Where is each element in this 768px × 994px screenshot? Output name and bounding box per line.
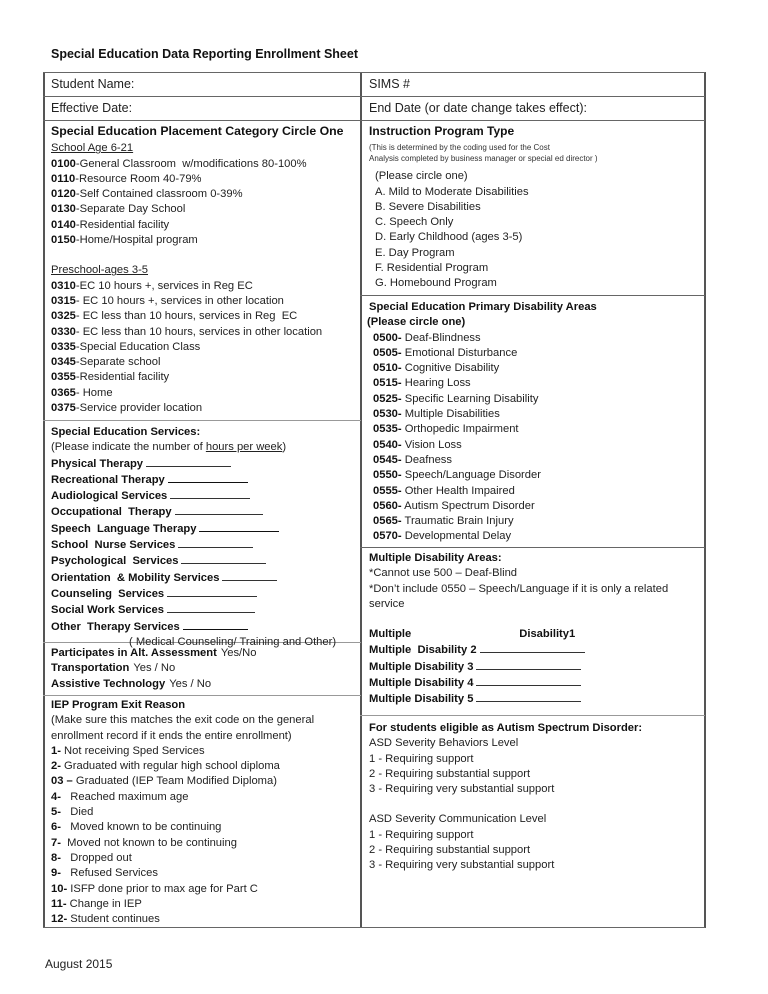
- code: 0525-: [373, 392, 402, 405]
- instruction-circle-prompt: (Please circle one): [375, 170, 468, 183]
- code: 0335: [51, 340, 76, 353]
- instruction-program-heading: Instruction Program Type: [369, 124, 515, 138]
- services-list: [51, 456, 354, 635]
- sims-field[interactable]: [362, 73, 704, 96]
- label: - EC 10 hours +, services in other location: [75, 294, 284, 307]
- placement-option[interactable]: [51, 279, 354, 294]
- code: 0560-: [373, 499, 402, 512]
- hours-input-line[interactable]: [168, 472, 248, 483]
- label: Deafness: [401, 453, 452, 466]
- instruction-program-section: [362, 121, 704, 295]
- placement-option[interactable]: [51, 187, 354, 202]
- label: Moved known to be continuing: [60, 821, 222, 834]
- disability-option[interactable]: [373, 484, 698, 499]
- service-row: [51, 537, 354, 553]
- label: Autism Spectrum Disorder: [401, 499, 535, 512]
- disability-option[interactable]: [373, 392, 698, 407]
- exit-reason-option[interactable]: [51, 774, 354, 789]
- table-border-right: [704, 72, 706, 928]
- hours-input-line[interactable]: [170, 488, 250, 499]
- autism-section: [362, 716, 704, 927]
- exit-reason-option[interactable]: [51, 851, 354, 866]
- disability-option[interactable]: [373, 376, 698, 391]
- code: 0150: [51, 234, 76, 247]
- disability-option[interactable]: [373, 422, 698, 437]
- hours-input-line[interactable]: [480, 642, 585, 653]
- label: Moved not known to be continuing: [60, 836, 237, 849]
- label: Student continues: [67, 913, 160, 926]
- field-label: Other Therapy Services: [51, 620, 180, 633]
- service-row: [51, 602, 354, 618]
- multiple-disability-section: [362, 548, 704, 715]
- placement-section: [44, 121, 360, 420]
- field-label: Counseling Services: [51, 587, 165, 600]
- label: Orthopedic Impairment: [401, 423, 519, 436]
- exit-reason-heading: IEP Program Exit Reason: [51, 699, 186, 711]
- school-age-list: [51, 157, 354, 249]
- label: Refused Services: [60, 867, 158, 880]
- placement-option[interactable]: [51, 172, 354, 187]
- label: Developmental Delay: [401, 530, 512, 543]
- service-row: [51, 504, 354, 520]
- exit-reason-option[interactable]: [51, 790, 354, 805]
- service-row: [51, 472, 354, 488]
- exit-reason-note: (Make sure this matches the exit code on the general enrollment record if it ends the entire enrollment): [51, 714, 315, 742]
- code: 0375: [51, 402, 76, 415]
- label: -Special Education Class: [75, 340, 201, 353]
- service-row: [51, 456, 354, 472]
- program-type-option[interactable]: D. Early Childhood (ages 3-5): [375, 231, 523, 244]
- disability-option[interactable]: [373, 453, 698, 468]
- sims-label: SIMS #: [369, 77, 410, 91]
- exit-reason-list: [51, 744, 354, 928]
- instruction-program-note: (This is determined by the coding used for the Cost Analysis completed by business manager or special ed director ): [369, 143, 598, 164]
- code: 4-: [51, 790, 61, 803]
- exit-reason-option[interactable]: [51, 805, 354, 820]
- code: 0555-: [373, 484, 402, 497]
- effective-date-label: Effective Date:: [51, 101, 133, 115]
- asd-behaviors-option[interactable]: 3 - Requiring very substantial support: [369, 783, 555, 796]
- label: Not receiving Sped Services: [60, 744, 205, 757]
- code: 7-: [51, 836, 61, 849]
- service-row: [51, 586, 354, 602]
- primary-disability-heading: Special Education Primary Disability Areas: [369, 301, 597, 313]
- effective-date-field[interactable]: [44, 97, 360, 120]
- asd-behaviors-label: ASD Severity Behaviors Level: [369, 737, 519, 750]
- asd-communication-label: ASD Severity Communication Level: [369, 813, 547, 826]
- preschool-list: [51, 279, 354, 417]
- placement-option[interactable]: [51, 233, 354, 248]
- placement-option[interactable]: [51, 309, 354, 324]
- code: 0505-: [373, 346, 402, 359]
- label: ISFP done prior to max age for Part C: [67, 882, 258, 895]
- field-label: Psychological Services: [51, 555, 179, 568]
- disability-option[interactable]: [373, 514, 698, 529]
- hours-input-line[interactable]: [167, 586, 257, 597]
- asd-communication-option[interactable]: 3 - Requiring very substantial support: [369, 859, 555, 872]
- service-row: [51, 619, 354, 635]
- field-label: Recreational Therapy: [51, 473, 165, 486]
- program-type-option[interactable]: G. Homebound Program: [375, 277, 497, 290]
- exit-reason-option[interactable]: [51, 866, 354, 881]
- hours-input-line[interactable]: [222, 570, 277, 581]
- field-label: Multiple Disability 2: [369, 644, 477, 657]
- exit-reason-option[interactable]: [51, 912, 354, 927]
- placement-option[interactable]: [51, 294, 354, 309]
- disability-option[interactable]: [373, 407, 698, 422]
- disability-option[interactable]: [373, 346, 698, 361]
- yes-no-options[interactable]: Yes / No: [169, 677, 212, 690]
- code: 10-: [51, 882, 68, 895]
- asd-behaviors-list: [369, 752, 698, 798]
- multiple-disability-row: [369, 659, 698, 675]
- multiple-disability-list: [369, 642, 698, 707]
- end-date-label: End Date (or date change takes effect):: [369, 101, 587, 115]
- label: -Service provider location: [75, 402, 203, 415]
- multiple-disability-row: [369, 642, 698, 658]
- other-therapy-note: ( Medical Counseling/ Training and Other): [129, 635, 337, 648]
- hours-input-line[interactable]: [476, 691, 581, 702]
- participation-row[interactable]: [51, 646, 354, 661]
- asd-behaviors-option[interactable]: 1 - Requiring support: [369, 752, 474, 765]
- label: Graduated (IEP Team Modified Diploma): [72, 775, 277, 788]
- hours-input-line[interactable]: [476, 675, 581, 686]
- label: -Self Contained classroom 0-39%: [75, 188, 243, 201]
- field-label: Multiple Disability 5: [369, 693, 474, 706]
- yes-no-options[interactable]: Yes / No: [133, 662, 176, 675]
- label: Dropped out: [60, 851, 132, 864]
- label: Graduated with regular high school diploma: [60, 760, 280, 773]
- disability-option[interactable]: [373, 361, 698, 376]
- code: 0515-: [373, 377, 402, 390]
- placement-option[interactable]: [51, 202, 354, 217]
- field-label: Physical Therapy: [51, 457, 144, 470]
- placement-option[interactable]: [51, 325, 354, 340]
- label: Vision Loss: [401, 438, 462, 451]
- code: 0310: [51, 279, 76, 292]
- label: Cognitive Disability: [401, 362, 500, 375]
- label: Traumatic Brain Injury: [401, 515, 514, 528]
- placement-option[interactable]: [51, 340, 354, 355]
- label: Emotional Disturbance: [401, 346, 518, 359]
- service-row: [51, 570, 354, 586]
- label: -Separate school: [75, 356, 161, 369]
- program-type-option[interactable]: C. Speech Only: [375, 216, 454, 229]
- exit-reason-option[interactable]: [51, 882, 354, 897]
- label: - EC less than 10 hours, services in Reg EC: [75, 310, 298, 323]
- code: 0330: [51, 325, 76, 338]
- label: - EC less than 10 hours, services in other location: [75, 325, 323, 338]
- placement-option[interactable]: [51, 401, 354, 416]
- placement-option[interactable]: [51, 157, 354, 172]
- label: -EC 10 hours +, services in Reg EC: [75, 279, 253, 292]
- field-label: Speech Language Therapy: [51, 522, 197, 535]
- hours-input-line[interactable]: [199, 521, 279, 532]
- code: 9-: [51, 867, 61, 880]
- exit-reason-option[interactable]: [51, 836, 354, 851]
- label: -Separate Day School: [75, 203, 186, 216]
- end-date-field[interactable]: [362, 97, 704, 120]
- services-heading: Special Education Services:: [51, 426, 201, 438]
- exit-reason-option[interactable]: [51, 744, 354, 759]
- code: 8-: [51, 851, 61, 864]
- exit-reason-option[interactable]: [51, 897, 354, 912]
- hours-input-line[interactable]: [178, 537, 253, 548]
- label: - Home: [75, 386, 113, 399]
- exit-reason-section: [44, 696, 360, 927]
- code: 12-: [51, 913, 68, 926]
- placement-option[interactable]: [51, 386, 354, 401]
- code: 0535-: [373, 423, 402, 436]
- preschool-label: Preschool-ages 3-5: [51, 264, 149, 277]
- service-row: [51, 553, 354, 569]
- disability-option[interactable]: [373, 331, 698, 346]
- multiple-disability-row: [369, 691, 698, 707]
- label: -Home/Hospital program: [75, 234, 198, 247]
- participation-label: Assistive Technology: [51, 677, 166, 690]
- code: 1-: [51, 744, 61, 757]
- student-name-label: Student Name:: [51, 77, 135, 91]
- code: 0345: [51, 356, 76, 369]
- field-label: Orientation & Mobility Services: [51, 571, 220, 584]
- label: Deaf-Blindness: [401, 331, 481, 344]
- code: 0355: [51, 371, 76, 384]
- field-label: Multiple Disability 3: [369, 660, 474, 673]
- hours-input-line[interactable]: [175, 504, 263, 515]
- participation-row[interactable]: [51, 677, 354, 692]
- disability-option[interactable]: [373, 529, 698, 544]
- primary-disability-section: [362, 296, 704, 547]
- label: -Residential facility: [75, 218, 170, 231]
- label: Change in IEP: [66, 897, 142, 910]
- instruction-program-list: [375, 185, 698, 292]
- hours-input-line[interactable]: [181, 553, 266, 564]
- code: 0120: [51, 188, 76, 201]
- school-age-label: School Age 6-21: [51, 142, 134, 155]
- yes-no-options[interactable]: Yes/No: [220, 647, 257, 659]
- program-type-option[interactable]: F. Residential Program: [375, 262, 489, 275]
- service-row: [51, 521, 354, 537]
- autism-heading: For students eligible as Autism Spectrum Disorder:: [369, 722, 643, 734]
- code: 0325: [51, 310, 76, 323]
- placement-option[interactable]: [51, 370, 354, 385]
- asd-communication-list: [369, 828, 698, 874]
- code: 0565-: [373, 515, 402, 528]
- placement-heading: Special Education Placement Category Circle One: [51, 124, 344, 138]
- primary-disability-list: [367, 331, 698, 545]
- label: Multiple Disabilities: [401, 408, 500, 421]
- field-label: Social Work Services: [51, 604, 164, 617]
- label: -Resource Room 40-79%: [75, 172, 202, 185]
- asd-communication-option[interactable]: 1 - Requiring support: [369, 828, 474, 841]
- label: Reached maximum age: [60, 790, 189, 803]
- code: 0140: [51, 218, 76, 231]
- participation-section: [44, 643, 360, 695]
- hours-input-line[interactable]: [183, 619, 248, 630]
- service-row: [51, 488, 354, 504]
- code: 0540-: [373, 438, 402, 451]
- asd-behaviors-option[interactable]: 2 - Requiring substantial support: [369, 767, 531, 780]
- multiple-note-2: *Don’t include 0550 – Speech/Language if it is only a related service: [369, 582, 669, 610]
- code: 0315: [51, 294, 76, 307]
- code: 0365: [51, 386, 76, 399]
- code: 0530-: [373, 408, 402, 421]
- code: 0130: [51, 203, 76, 216]
- placement-option[interactable]: [51, 355, 354, 370]
- asd-communication-option[interactable]: 2 - Requiring substantial support: [369, 844, 531, 857]
- field-label: Audiological Services: [51, 490, 168, 503]
- hours-input-line[interactable]: [476, 659, 581, 670]
- code: 0545-: [373, 453, 402, 466]
- footer-date: August 2015: [45, 957, 113, 971]
- label: -General Classroom w/modifications 80-100%: [75, 157, 307, 170]
- label: Other Health Impaired: [401, 484, 515, 497]
- code: 5-: [51, 806, 61, 819]
- code: 0110: [51, 172, 76, 185]
- disability-option[interactable]: [373, 468, 698, 483]
- placement-option[interactable]: [51, 218, 354, 233]
- disability-option[interactable]: [373, 438, 698, 453]
- label: Hearing Loss: [401, 377, 471, 390]
- multiple-disability-heading: Multiple Disability Areas:: [369, 552, 502, 564]
- code: 0500-: [373, 331, 402, 344]
- services-section: [44, 421, 360, 648]
- primary-disability-prompt: (Please circle one): [367, 316, 466, 329]
- label: Specific Learning Disability: [401, 392, 539, 405]
- code: 2-: [51, 760, 61, 773]
- hours-input-line[interactable]: [167, 602, 255, 613]
- field-label: School Nurse Services: [51, 539, 176, 552]
- code: 03 –: [51, 775, 73, 788]
- label: Speech/Language Disorder: [401, 469, 541, 482]
- exit-reason-option[interactable]: [51, 759, 354, 774]
- code: 0570-: [373, 530, 402, 543]
- code: 11-: [51, 897, 67, 910]
- code: 6-: [51, 821, 61, 834]
- program-type-option[interactable]: B. Severe Disabilities: [375, 200, 481, 213]
- disability-option[interactable]: [373, 499, 698, 514]
- program-type-option[interactable]: A. Mild to Moderate Disabilities: [375, 185, 529, 198]
- hours-input-line[interactable]: [146, 456, 231, 467]
- participation-label: Participates in Alt. Assessment: [51, 647, 217, 659]
- field-label: Occupational Therapy: [51, 506, 172, 519]
- code: 0550-: [373, 469, 402, 482]
- participation-row[interactable]: [51, 661, 354, 676]
- document-title: Special Education Data Reporting Enrollment Sheet: [51, 47, 358, 61]
- multiple-disability-1-field[interactable]: Multiple Disability1: [369, 628, 576, 641]
- exit-reason-option[interactable]: [51, 820, 354, 835]
- label: Died: [60, 806, 94, 819]
- student-name-field[interactable]: [44, 73, 360, 96]
- code: 0510-: [373, 362, 402, 375]
- multiple-disability-row: [369, 675, 698, 691]
- program-type-option[interactable]: E. Day Program: [375, 246, 455, 259]
- services-instruction: (Please indicate the number of hours per week): [51, 441, 287, 454]
- multiple-note-1: *Cannot use 500 – Deaf-Blind: [369, 567, 518, 580]
- field-label: Multiple Disability 4: [369, 677, 474, 690]
- participation-label: Transportation: [51, 662, 130, 675]
- label: -Residential facility: [75, 371, 170, 384]
- code: 0100: [51, 157, 76, 170]
